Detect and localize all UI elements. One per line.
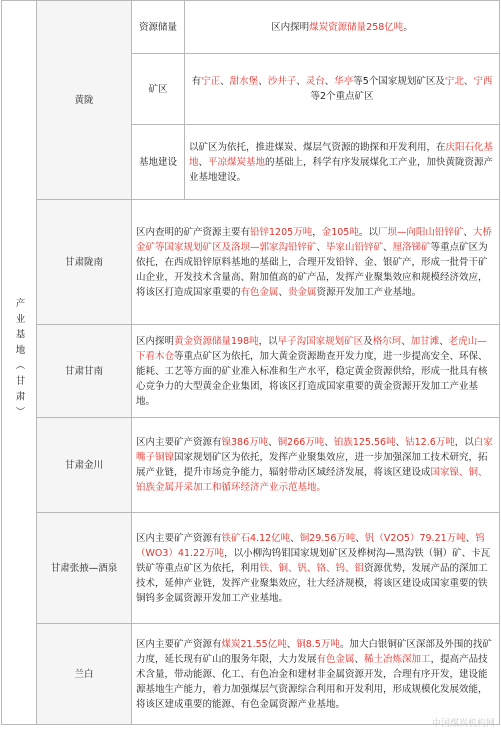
region-huanglong: 黄陇 — [37, 1, 132, 200]
body-text: ，以 — [258, 335, 278, 347]
highlighted-text: 宁北 — [444, 76, 464, 87]
body-text: 、 — [463, 226, 473, 238]
highlighted-text: 镍386万吨 — [221, 437, 269, 448]
highlighted-text: 厘洛锑矿 — [392, 241, 431, 253]
highlighted-text: 有色金属 — [316, 653, 355, 665]
body-text: ，提高产品技术含量，带动能源、化工、有色冶金和建材非金属资源开发，合理有序开发，建设能源基地生产能力，着力加强煤层气资源综合利用和开发利用，形成规模化发展效能，将该区建成重要的能源、有色金属资源产业基地。 — [136, 653, 488, 710]
body-text: 、 — [316, 241, 327, 253]
region-gannan-desc — [132, 325, 500, 418]
body-text: ，以 — [454, 437, 474, 448]
body-text: 、 — [463, 76, 474, 87]
highlighted-text: 铁矿石4.12亿吨 — [221, 532, 291, 544]
highlighted-text: 毕家山铅锌矿 — [326, 241, 384, 253]
body-text: 资源开发加工产业基地。 — [316, 286, 422, 298]
body-text: ，以小柳沟钨钼国家规划矿区及桦树沟—黑沟铁（铜）矿、卡瓦铁矿等重点矿区为依托，利用 — [136, 547, 491, 574]
watermark: 中国煤炭机构网 — [431, 719, 495, 729]
highlighted-text: 铂族125.56吨 — [333, 437, 396, 448]
region-lanbai: 兰白 — [37, 624, 132, 725]
highlighted-text: 稀土冶炼深加工 — [364, 653, 431, 665]
body-text: 区内探明 — [271, 21, 310, 33]
region-longnan-desc — [132, 200, 500, 325]
body-text: 国家规划矿区为依托，发挥产业聚集效应，进一步加强深加工技术研究，拓展产业链，提升市场竞争能力，辐射带动区域经济发展，将该区建设成 — [136, 452, 488, 478]
huanglong-value-0 — [185, 1, 500, 54]
body-text: 、 — [324, 437, 334, 448]
highlighted-text: 老虎山—下看木仓 — [136, 335, 487, 362]
body-text: 资源优势，发展产品的深加工技术，延伸产业链，发挥产业聚集效应，壮大经济规模，将该区建设成国家重要的铁铜钨多金属资源开发加工产业基地。 — [136, 562, 488, 604]
body-text: 、 — [290, 532, 300, 544]
highlighted-text: 煤炭资源储量258亿吨 — [309, 21, 404, 33]
highlighted-text: 沙井子 — [267, 76, 297, 87]
body-text: 、 — [286, 638, 297, 650]
body-text: 、 — [198, 156, 209, 168]
body-text: 、 — [220, 76, 230, 87]
huanglong-key-2: 基地建设 — [132, 125, 185, 200]
body-text: 等5个国家规划矿区及 — [353, 76, 445, 87]
highlighted-text: 甜水堡 — [229, 76, 259, 87]
body-text: 、 — [268, 437, 278, 448]
region-lanbai-desc — [132, 624, 500, 725]
highlighted-text: 有色金属 — [240, 286, 279, 298]
highlighted-text: 庆阳石化基地 — [189, 141, 494, 168]
highlighted-text: 白家嘴子铜镍 — [136, 437, 493, 463]
body-text: 的基础上，科学有序发展煤化工产业，加快黄陇资源产业基地建设。 — [189, 156, 494, 183]
body-text: 区内查明的矿产资源主要有 — [136, 226, 251, 238]
body-text: 、 — [395, 437, 406, 448]
highlighted-text: 铅锌1205万吨 — [250, 226, 313, 238]
body-text: 。加大白银铜矿区深部及外围的找矿力度，延长现有矿山的服务年限，大力发展 — [136, 638, 492, 665]
huanglong-value-2 — [185, 125, 500, 200]
body-text: 、 — [258, 76, 268, 87]
highlighted-text: 宁西 — [473, 76, 493, 87]
highlighted-text: 宁正 — [201, 76, 221, 87]
highlighted-text: 国家镍、铜、铂族金属开采加工和循环经济产业示范基地。 — [136, 467, 488, 493]
body-text: 区内探明 — [136, 335, 175, 347]
highlighted-text: 格尔珂 — [372, 335, 402, 347]
highlighted-text: 贵金属 — [288, 286, 317, 298]
highlighted-text: 煤炭21.55亿吨 — [221, 638, 287, 650]
body-text: 、 — [278, 286, 289, 298]
table-row — [2, 513, 500, 624]
body-text: 等重点矿区为依托，在西成铅锌原料基地的基础上，合理开发铅锌、金、银矿产，形成一批骨干矿山企业，开发技术含量高、附加值高的矿产品，发挥产业聚集效应和规模经济效应，将该区打造成国家重要的 — [136, 241, 488, 298]
body-text: 、 — [355, 532, 365, 544]
huanglong-key-0: 资源储量 — [132, 1, 185, 54]
body-text: 区内主要矿产资源有 — [136, 532, 222, 544]
body-text: 、 — [439, 335, 449, 347]
table-row — [2, 200, 500, 325]
highlighted-text: 铜29.56万吨 — [299, 532, 356, 544]
body-text: 区内主要矿产资源有 — [136, 437, 222, 448]
table-row — [2, 325, 500, 418]
highlighted-text: 早子沟国家规划矿区 — [277, 335, 364, 347]
highlighted-text: 钒（V2O5）79.21万吨 — [364, 532, 466, 544]
table-row — [2, 624, 500, 725]
body-text: 、 — [296, 76, 306, 87]
body-text: 、 — [354, 653, 365, 665]
body-text: 、 — [401, 335, 411, 347]
huanglong-key-1: 矿区 — [132, 54, 185, 125]
region-zhangye-jiuquan-desc — [132, 513, 500, 624]
body-text: 、 — [383, 241, 393, 253]
highlighted-text: 平凉煤炭基地 — [208, 156, 266, 168]
body-text: 以矿区为依托，推进煤炭、煤层气资源的勘探和开发利用，在 — [189, 141, 446, 153]
highlighted-text: 金105吨 — [321, 226, 359, 238]
highlighted-text: 黄金资源储量198吨 — [174, 335, 259, 347]
highlighted-text: 铁、铜、钒、铬、钨、钼 — [259, 562, 365, 574]
highlighted-text: 铜266万吨 — [277, 437, 325, 448]
body-text: 等2个重点矿区 — [310, 91, 374, 102]
highlighted-text: 华亭 — [334, 76, 354, 87]
highlighted-text: 铜8.5万吨 — [296, 638, 340, 650]
body-text: 、 — [324, 76, 335, 87]
highlighted-text: 加甘滩 — [410, 335, 440, 347]
body-text: 等重点矿区为依托，加大黄金资源勘查开发力度，进一步提高安全、环保、能耗、工艺等方面的矿业准入标准和生产水平，稳定黄金资源供给，形成一批具有核心竞争力的大型黄金企业集团，将该区打造成国家重要的黄金资源开发加工产业基地。 — [136, 350, 488, 407]
highlighted-text: 钴12.6万吨 — [405, 437, 455, 448]
body-text: 。 — [403, 21, 413, 33]
huanglong-value-1 — [185, 54, 500, 125]
region-gannan: 甘肃甘南 — [37, 325, 132, 418]
industry-base-table — [1, 0, 500, 725]
highlighted-text: 钨（WO3）41.22万吨 — [136, 532, 485, 559]
industry-label-cell — [2, 1, 37, 725]
region-jinchuan-desc — [132, 418, 500, 513]
region-zhangye-jiuquan: 甘肃张掖—酒泉 — [37, 513, 132, 624]
body-text: 、 — [465, 532, 476, 544]
region-longnan: 甘肃陇南 — [37, 200, 132, 325]
table-row — [2, 418, 500, 513]
body-text: 有 — [191, 76, 202, 87]
body-text: 。以 — [358, 226, 378, 238]
highlighted-text: 厂坝—向阳山铅锌矿 — [377, 226, 464, 238]
body-text: 区内主要矿产资源有 — [136, 638, 222, 650]
body-text: 及 — [363, 335, 373, 347]
table-row — [2, 1, 500, 54]
industry-label: 产业基地（甘肃） — [13, 298, 25, 422]
highlighted-text: 灵台 — [305, 76, 325, 87]
body-text: ， — [312, 226, 322, 238]
highlighted-text: 大桥金矿等国家规划矿区及洛坝—郭家沟铅锌矿 — [136, 226, 492, 253]
region-jinchuan: 甘肃金川 — [37, 418, 132, 513]
